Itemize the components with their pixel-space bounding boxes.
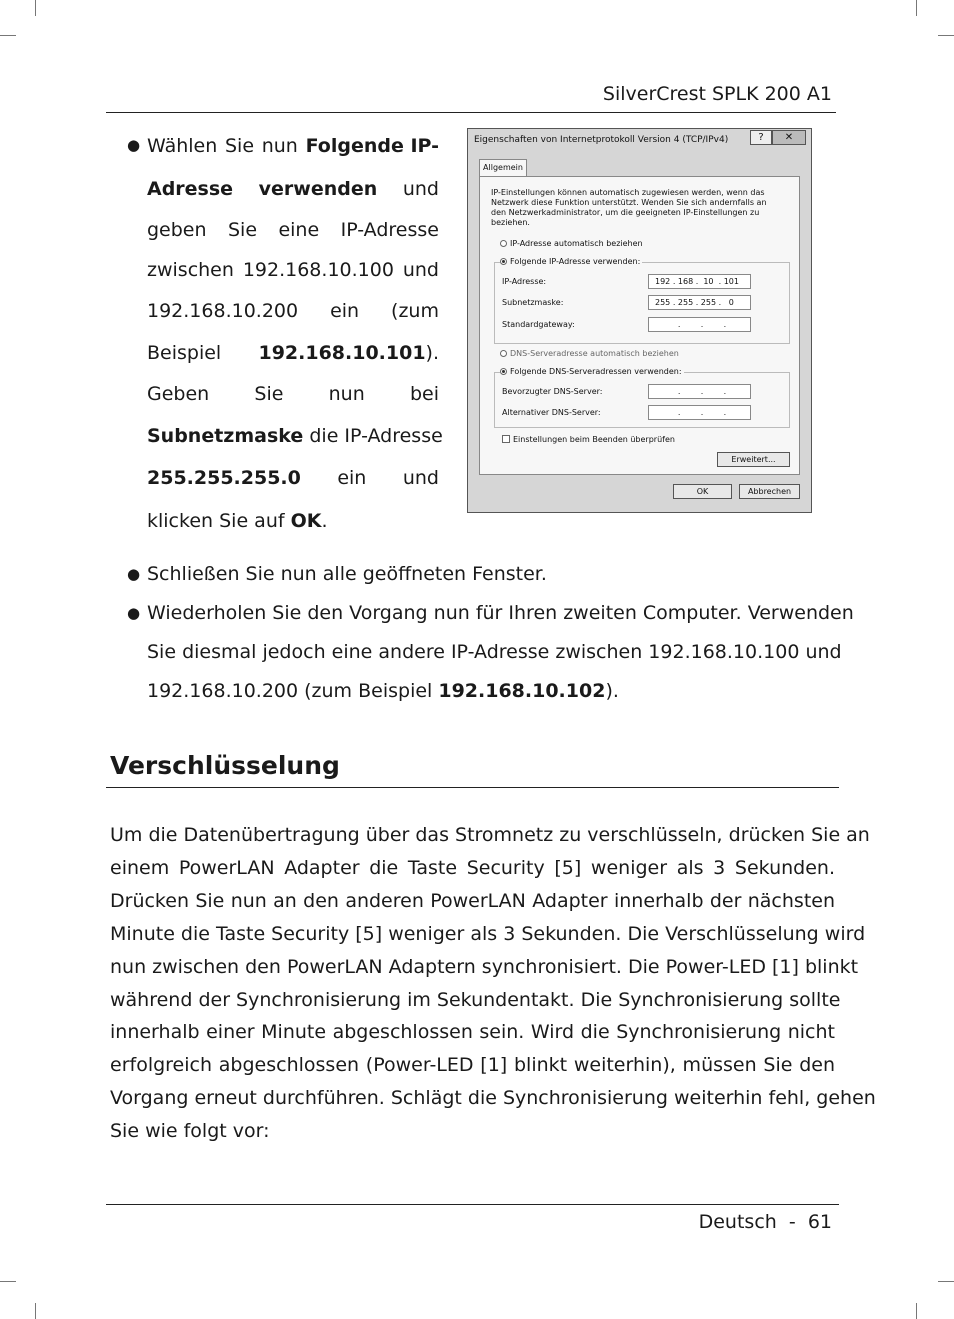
section-rule bbox=[106, 787, 839, 788]
footer-rule bbox=[106, 1204, 839, 1205]
radio-auto-ip[interactable]: IP-Adresse automatisch beziehen bbox=[500, 239, 643, 248]
tab-allgemein[interactable]: Allgemein bbox=[479, 159, 527, 177]
paragraph-line: Sie wie folgt vor: bbox=[110, 1120, 270, 1143]
crop-mark bbox=[35, 1303, 36, 1319]
info-line: Netzwerk diese Funktion unterstützt. Wenden Sie sich andernfalls an bbox=[491, 198, 767, 207]
paragraph-line: Vorgang erneut durchführen. Schlägt die Synchronisierung weiterhin fehl, gehen bbox=[110, 1087, 876, 1110]
subnet-mask-label: Subnetzmaske: bbox=[502, 298, 564, 307]
gateway-input[interactable]: . . . bbox=[648, 317, 751, 332]
crop-mark bbox=[0, 35, 16, 36]
close-button[interactable]: ✕ bbox=[772, 130, 806, 145]
radio-icon bbox=[500, 368, 507, 375]
crop-mark bbox=[938, 35, 954, 36]
bullet-marker: ● bbox=[127, 604, 141, 622]
bullet-marker: ● bbox=[127, 565, 141, 583]
checkbox-icon bbox=[502, 435, 510, 443]
paragraph-line: Drücken Sie nun an den anderen PowerLAN Adapter innerhalb der nächsten bbox=[110, 889, 835, 912]
general-panel bbox=[479, 176, 800, 475]
radio-icon bbox=[500, 350, 507, 357]
radio-icon bbox=[500, 258, 507, 265]
bullet-marker: ● bbox=[127, 136, 141, 154]
tcpip-properties-dialog bbox=[467, 128, 812, 513]
crop-mark bbox=[0, 1281, 16, 1282]
paragraph-line: während der Synchronisierung im Sekundentakt. Die Synchronisierung sollte bbox=[110, 988, 841, 1011]
info-line: beziehen. bbox=[491, 218, 530, 227]
dns2-input[interactable]: . . . bbox=[648, 405, 751, 420]
crop-mark bbox=[35, 0, 36, 16]
subnet-mask-input[interactable]: 255 . 255 . 255 . 0 bbox=[648, 295, 751, 310]
radio-icon bbox=[500, 240, 507, 247]
paragraph-line: Minute die Taste Security [5] weniger als 3 Sekunden. Die Verschlüsselung wird bbox=[110, 922, 866, 945]
cancel-button[interactable]: Abbrechen bbox=[739, 484, 800, 499]
validate-checkbox[interactable]: Einstellungen beim Beenden überprüfen bbox=[502, 435, 675, 444]
paragraph-line: erfolgreich abgeschlossen (Power-LED [1] blinkt weiterhin), müssen Sie den bbox=[110, 1054, 835, 1077]
header-title: SilverCrest SPLK 200 A1 bbox=[602, 83, 832, 105]
radio-manual-ip[interactable]: Folgende IP-Adresse verwenden: bbox=[500, 257, 642, 266]
paragraph-line: innerhalb einer Minute abgeschlossen sein. Wird die Synchronisierung nicht bbox=[110, 1021, 835, 1044]
dialog-title: Eigenschaften von Internetprotokoll Version 4 (TCP/IPv4) bbox=[474, 135, 729, 145]
dns1-input[interactable]: . . . bbox=[648, 384, 751, 399]
paragraph-line: Um die Datenübertragung über das Stromnetz zu verschlüsseln, drücken Sie an bbox=[110, 824, 870, 846]
info-line: den Netzwerkadministrator, um die geeigneten IP-Einstellungen zu bbox=[491, 208, 760, 217]
ip-address-label: IP-Adresse: bbox=[502, 277, 547, 286]
ok-button[interactable]: OK bbox=[673, 484, 732, 499]
crop-mark bbox=[916, 0, 917, 16]
paragraph-line: nun zwischen den PowerLAN Adaptern synchronisiert. Die Power-LED [1] blinkt bbox=[110, 955, 859, 978]
header-rule bbox=[106, 112, 836, 113]
crop-mark bbox=[938, 1281, 954, 1282]
radio-manual-dns[interactable]: Folgende DNS-Serveradressen verwenden: bbox=[500, 367, 684, 376]
crop-mark bbox=[916, 1303, 917, 1319]
advanced-button[interactable]: Erweitert... bbox=[717, 452, 790, 467]
paragraph-line: einem PowerLAN Adapter die Taste Security [5] weniger als 3 Sekunden. bbox=[110, 856, 835, 879]
help-button[interactable]: ? bbox=[750, 130, 772, 145]
page-number: Deutsch - 61 bbox=[698, 1211, 832, 1233]
dns1-label: Bevorzugter DNS-Server: bbox=[502, 387, 603, 396]
ip-address-input[interactable]: 192 . 168 . 10 . 101 bbox=[648, 274, 751, 289]
radio-auto-dns[interactable]: DNS-Serveradresse automatisch beziehen bbox=[500, 349, 679, 358]
info-line: IP-Einstellungen können automatisch zugewiesen werden, wenn das bbox=[491, 188, 765, 197]
gateway-label: Standardgateway: bbox=[502, 320, 575, 329]
dns2-label: Alternativer DNS-Server: bbox=[502, 408, 601, 417]
section-heading: Verschlüsselung bbox=[110, 751, 340, 780]
